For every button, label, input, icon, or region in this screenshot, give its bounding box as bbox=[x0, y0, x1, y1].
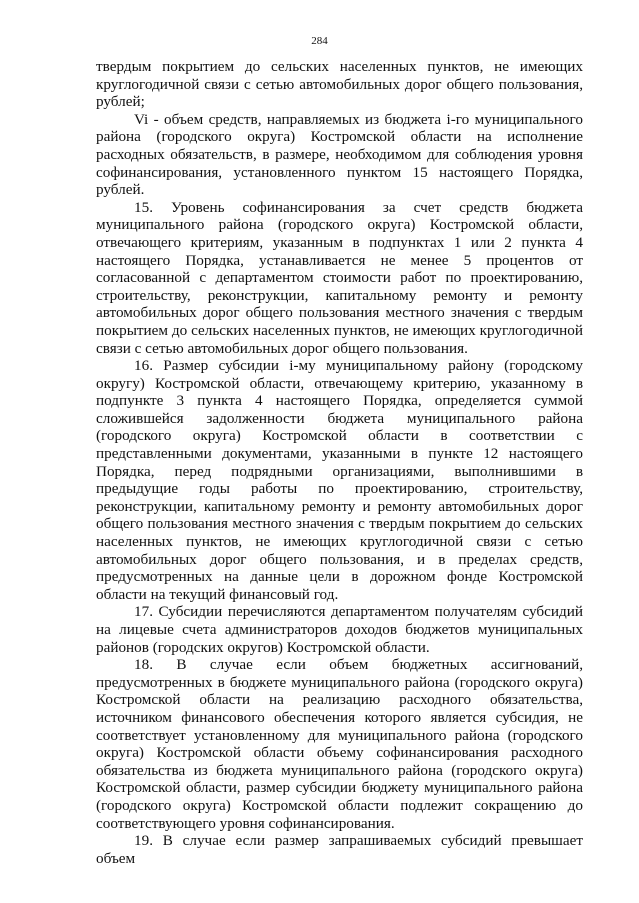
paragraph-16: 16. Размер субсидии i-му муниципальному району (городскому округу) Костромской области, отвечающему критерию, указанному в подпункте 3 пункта 4 настоящего Порядка, определяется суммой сложившейся задолженности бюджета муниципального района (городского округа) Костромской области в соответствии с представленными документами, указанными в пункте 12 настоящего Порядка, перед подрядными организациями, выполнившими в предыдущие годы работы по проектированию, строительству, реконструкции, капитальному ремонту и ремонту автомобильных дорог общего пользования местного значения с твердым покрытием до сельских населенных пунктов, не имеющих круглогодичной связи с сетью автомобильных дорог общего пользования, и в пределах средств, предусмотренных на данные цели в дорожном фонде Костромской области на текущий финансовый год. bbox=[96, 357, 583, 603]
page-number: 284 bbox=[311, 35, 328, 47]
paragraph-continuation: твердым покрытием до сельских населенных пунктов, не имеющих круглогодичной связи с сетью автомобильных дорог общего пользования, рублей; bbox=[96, 58, 583, 111]
paragraph-19: 19. В случае если размер запрашиваемых субсидий превышает объем bbox=[96, 832, 583, 867]
paragraph-18: 18. В случае если объем бюджетных ассигнований, предусмотренных в бюджете муниципального района (городского округа) Костромской области на реализацию расходного обязательства, источником финансового обеспечения которого является субсидия, не соответствует установленному для муниципального района (городского округа) Костромской области объему софинансирования расходного обязательства из бюджета муниципального района (городского округа) Костромской области, размер субсидии бюджету муниципального района (городского округа) Костромской области подлежит сокращению до соответствующего уровня софинансирования. bbox=[96, 656, 583, 832]
paragraph-17: 17. Субсидии перечисляются департаментом получателям субсидий на лицевые счета администраторов доходов бюджетов муниципальных районов (городских округов) Костромской области. bbox=[96, 603, 583, 656]
paragraph-15: 15. Уровень софинансирования за счет средств бюджета муниципального района (городского округа) Костромской области, отвечающего критериям, указанным в подпунктах 1 или 2 пункта 4 настоящего Порядка, устанавливается не менее 5 процентов от согласованной с департаментом стоимости работ по проектированию, строительству, реконструкции, капитальному ремонту и ремонту автомобильных дорог общего пользования местного значения с твердым покрытием до сельских населенных пунктов, не имеющих круглогодичной связи с сетью автомобильных дорог общего пользования. bbox=[96, 198, 583, 357]
paragraph-vi-definition: Vi - объем средств, направляемых из бюджета i-го муниципального района (городского округа) Костромской области на исполнение расходных обязательств, в размере, необходимом для соблюдения уровня софинансирования, установленного пунктом 15 настоящего Порядка, рублей. bbox=[96, 110, 583, 199]
body-text bbox=[96, 58, 583, 867]
